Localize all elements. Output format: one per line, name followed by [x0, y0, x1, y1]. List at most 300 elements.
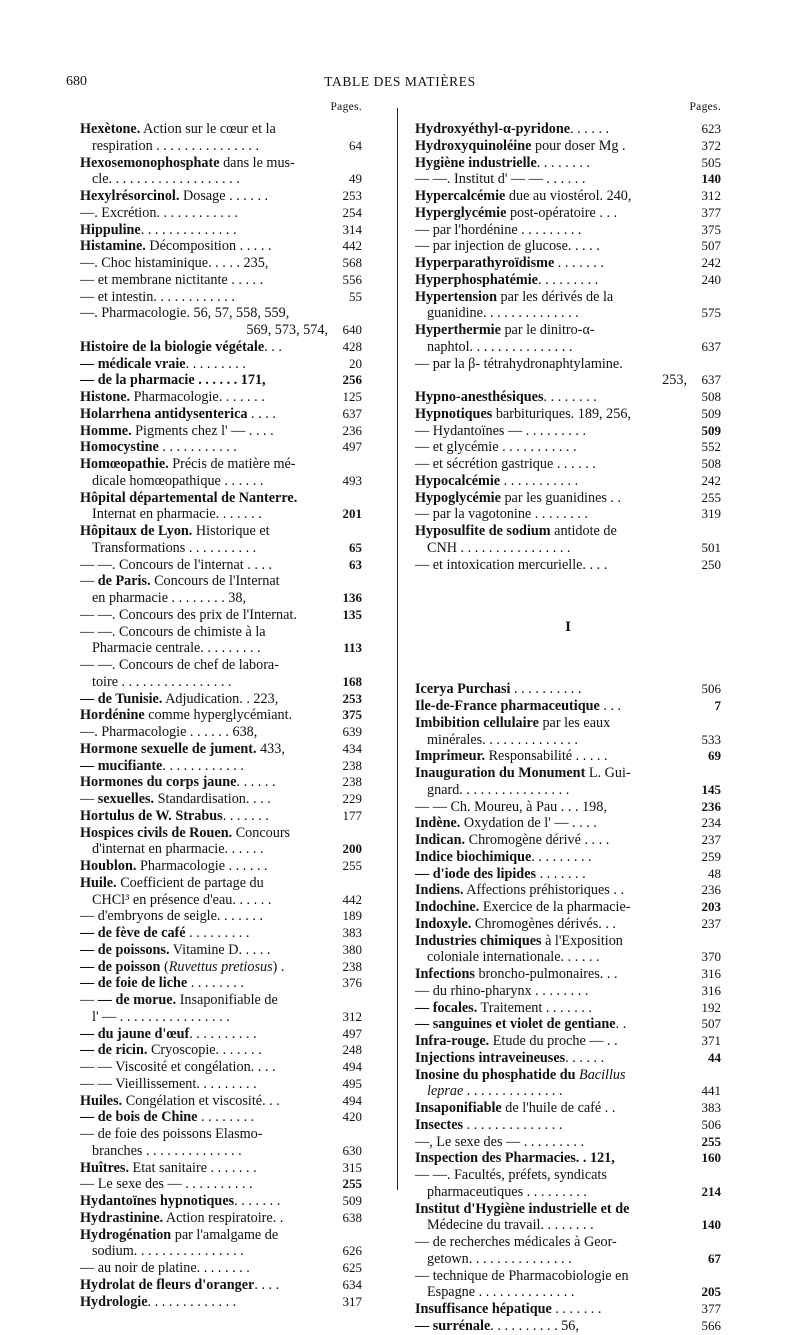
entry-text: minérales. . . . . . . . . . . . . .	[427, 731, 578, 748]
index-entry	[80, 975, 362, 992]
index-entry	[80, 1227, 362, 1244]
index-entry	[415, 205, 721, 222]
index-entry	[80, 305, 362, 322]
index-entry	[80, 490, 362, 507]
entry-text: Icerya Purchasi . . . . . . . . . .	[415, 681, 582, 698]
entry-text: — Le sexe des — . . . . . . . . . .	[80, 1176, 253, 1193]
entry-text: Hydrogénation par l'amalgame de	[80, 1226, 279, 1243]
page-ref: 240	[701, 271, 721, 287]
page-ref: 630	[342, 1142, 362, 1158]
entry-text: — d'embryons de seigle. . . . . . .	[80, 908, 264, 925]
page-ref: 7	[714, 698, 721, 713]
entry-text: —. Choc histaminique. . . . . 235,	[80, 255, 269, 271]
entry-text: toire . . . . . . . . . . . . . . . .	[92, 673, 232, 690]
index-entry	[415, 406, 721, 423]
entry-text: Hormone sexuelle de jument. 433,	[80, 740, 285, 757]
page-ref: 312	[701, 188, 721, 203]
index-entry	[415, 1251, 721, 1268]
entry-text: — et intoxication mercurielle. . . .	[415, 556, 608, 573]
entry-text: — et membrane nictitante . . . . .	[80, 271, 264, 288]
page-ref: 566	[701, 1317, 721, 1333]
index-entry	[80, 1042, 362, 1059]
index-entry	[415, 238, 721, 255]
page-ref: 505	[701, 154, 721, 170]
page-ref: 315	[342, 1159, 362, 1175]
entry-text: Hypoglycémie par les guanidines . .	[415, 489, 622, 506]
entry-text: Hospices civils de Rouen. Concours	[80, 824, 291, 841]
entry-text: — Hydantoïnes — . . . . . . . . .	[415, 422, 587, 439]
index-entry	[80, 121, 362, 138]
index-entry	[80, 1277, 362, 1294]
entry-text: Homocystine . . . . . . . . . . .	[80, 439, 237, 456]
entry-text: Insectes . . . . . . . . . . . . . .	[415, 1116, 563, 1133]
entry-text: — de poisson (Ruvettus pretiosus) .	[80, 958, 285, 975]
page-ref: 508	[701, 456, 721, 471]
page-ref: 494	[342, 1092, 362, 1108]
page-ref: 113	[343, 640, 362, 656]
index-entry	[80, 691, 362, 708]
entry-text: 569, 573, 574,	[246, 322, 328, 338]
entry-text: — et glycémie . . . . . . . . . . .	[415, 439, 577, 456]
index-entry	[415, 423, 721, 440]
index-entry	[415, 272, 721, 289]
page-ref: 254	[342, 204, 362, 220]
page-ref: 568	[342, 255, 362, 270]
index-entry	[415, 1217, 721, 1234]
index-entry	[80, 942, 362, 959]
page-ref: 135	[342, 606, 362, 622]
entry-text: — de bois de Chine . . . . . . . .	[80, 1109, 255, 1126]
page-ref: 370	[701, 949, 721, 965]
page-ref: 203	[701, 899, 721, 914]
entry-text: — —. Concours de chimiste à la	[80, 623, 266, 640]
index-entry	[415, 121, 721, 138]
entry-text: Hydrologie. . . . . . . . . . . . .	[80, 1293, 237, 1310]
page-ref: 501	[701, 539, 721, 555]
index-entry	[80, 439, 362, 456]
entry-text: CNH . . . . . . . . . . . . . . . .	[427, 539, 571, 556]
index-entry	[80, 339, 362, 356]
page-ref: 637	[342, 405, 362, 421]
entry-text: Imprimeur. Responsabilité . . . . .	[415, 748, 608, 765]
entry-text: Inspection des Pharmacies. . 121,	[415, 1150, 615, 1167]
index-entry	[80, 657, 362, 674]
page-ref: 145	[701, 781, 721, 797]
page-ref: 509	[701, 422, 721, 438]
index-entry	[415, 1033, 721, 1050]
page-ref: 434	[342, 740, 362, 756]
index-entry	[415, 255, 721, 272]
page-ref: 508	[701, 389, 721, 404]
index-entry	[415, 799, 721, 816]
page-ref: 441	[701, 1083, 721, 1099]
index-entry	[415, 715, 721, 732]
entry-text: Indican. Chromogène dérivé . . . .	[415, 832, 610, 848]
entry-text: — sexuelles. Standardisation. . . .	[80, 791, 271, 807]
entry-text: Hypnotiques barbituriques. 189, 256,	[415, 405, 631, 422]
entry-text: Hypno-anesthésiques. . . . . . . .	[415, 389, 597, 405]
index-entry	[415, 916, 721, 933]
index-entry	[415, 372, 721, 389]
entry-text: Infra-rouge. Etude du proche — . .	[415, 1033, 618, 1049]
entry-text: coloniale internationale. . . . . .	[427, 949, 600, 966]
entry-text: pharmaceutiques . . . . . . . . .	[427, 1183, 587, 1200]
page-ref: 259	[701, 848, 721, 864]
page-number: 680	[66, 74, 87, 89]
entry-text: Hydrastinine. Action respiratoire. .	[80, 1209, 284, 1226]
index-entry	[415, 1201, 721, 1218]
right-column	[415, 101, 721, 1335]
index-entry	[80, 908, 362, 925]
entry-text: Hyperparathyroïdisme . . . . . . .	[415, 255, 604, 271]
index-entry	[415, 523, 721, 540]
entry-text: Insaponifiable de l'huile de café . .	[415, 1100, 616, 1116]
page-ref: 236	[701, 798, 721, 814]
entry-text: d'internat en pharmacie. . . . . .	[92, 841, 264, 858]
entry-text: Houblon. Pharmacologie . . . . . .	[80, 858, 268, 874]
entry-text: respiration . . . . . . . . . . . . . . .	[92, 137, 260, 154]
page-ref: 205	[701, 1284, 721, 1300]
index-entry	[415, 322, 721, 339]
entry-text: —. Excrétion. . . . . . . . . . . .	[80, 204, 239, 221]
index-entry	[80, 205, 362, 222]
index-entry	[415, 356, 721, 373]
page-ref: 495	[342, 1075, 362, 1091]
entry-text: Histamine. Décomposition . . . . .	[80, 238, 272, 255]
entry-text: Indiens. Affections préhistoriques . .	[415, 882, 625, 899]
page-ref: 383	[342, 925, 362, 940]
page-ref: 49	[349, 171, 362, 187]
entry-text: — —. Concours de chef de labora-	[80, 657, 279, 673]
entry-text: Hôpitaux de Lyon. Historique et	[80, 523, 270, 539]
page-ref: 237	[701, 832, 721, 847]
entry-text: Médecine du travail. . . . . . . .	[427, 1217, 594, 1234]
page-ref: 372	[701, 137, 721, 153]
index-entry	[415, 305, 721, 322]
entry-text: guanidine. . . . . . . . . . . . . .	[427, 305, 579, 322]
index-entry	[415, 933, 721, 950]
page-ref: 442	[342, 891, 362, 907]
page-ref: 55	[349, 288, 362, 304]
page-ref: 140	[701, 171, 721, 187]
page-ref: 125	[342, 389, 362, 404]
entry-text: Industries chimiques à l'Exposition	[415, 932, 623, 949]
index-entry	[415, 506, 721, 523]
entry-text: Histoire de la biologie végétale. . .	[80, 338, 282, 355]
page-ref: 250	[701, 556, 721, 572]
page-ref: 637	[701, 338, 721, 354]
index-entry	[415, 832, 721, 849]
entry-text: Ile-de-France pharmaceutique . . .	[415, 698, 622, 714]
page-ref: 507	[701, 238, 721, 254]
index-entry	[415, 1067, 721, 1084]
index-entry	[415, 1100, 721, 1117]
page-ref: 67	[708, 1250, 721, 1266]
entry-text: Hexylrésorcinol. Dosage . . . . . .	[80, 188, 269, 204]
page-ref: 506	[701, 1116, 721, 1132]
page-ref: 493	[342, 472, 362, 488]
page-ref: 640	[342, 322, 362, 337]
entry-text: — technique de Pharmacobiologie en	[415, 1267, 629, 1284]
entry-text: — de ricin. Cryoscopie. . . . . . .	[80, 1042, 262, 1059]
index-entry	[80, 707, 362, 724]
index-entry	[415, 439, 721, 456]
entry-text: Inosine du phosphatide du Bacillus	[415, 1066, 626, 1083]
index-entry	[415, 557, 721, 574]
entry-text: — de Tunisie. Adjudication. . 223,	[80, 690, 279, 707]
index-entry	[80, 741, 362, 758]
index-entry	[80, 557, 362, 574]
index-entry	[80, 456, 362, 473]
page-ref: 375	[342, 707, 362, 723]
entry-text: Hormones du corps jaune. . . . . .	[80, 774, 276, 791]
page-ref: 136	[342, 590, 362, 605]
index-entry	[415, 966, 721, 983]
index-entry	[80, 322, 362, 339]
page-ref: 229	[342, 791, 362, 806]
page-ref: 253	[342, 690, 362, 706]
entry-text: naphtol. . . . . . . . . . . . . . .	[427, 338, 573, 355]
entry-text: — — de morue. Insaponifiable de	[80, 992, 278, 1008]
entry-text: — —. Concours de l'internat . . . .	[80, 556, 273, 573]
entry-text: cle. . . . . . . . . . . . . . . . . . .	[92, 171, 240, 188]
index-entry	[80, 188, 362, 205]
entry-text: — de foie des poissons Elasmo-	[80, 1126, 263, 1142]
index-entry	[80, 590, 362, 607]
entry-text: Holarrhena antidysenterica . . . .	[80, 405, 276, 422]
index-entry	[415, 155, 721, 172]
index-entry	[80, 1294, 362, 1311]
page-ref: 623	[701, 121, 721, 136]
entry-text: Hôpital départemental de Nanterre.	[80, 489, 298, 506]
entry-text: — et sécrétion gastrique . . . . . .	[415, 456, 596, 472]
page-ref: 377	[701, 204, 721, 220]
entry-text: Indène. Oxydation de l' — . . . .	[415, 815, 597, 832]
page-ref: 238	[342, 757, 362, 773]
index-entry	[415, 1150, 721, 1167]
index-entry	[80, 624, 362, 641]
entry-text: — d'iode des lipides . . . . . . .	[415, 865, 586, 882]
entry-text: — de Paris. Concours de l'Internat	[80, 573, 280, 590]
entry-text: Indoxyle. Chromogènes dérivés. . .	[415, 915, 616, 932]
page-ref: 255	[342, 1176, 362, 1192]
entry-text: l' — . . . . . . . . . . . . . . . .	[92, 1008, 230, 1025]
index-entry	[415, 949, 721, 966]
index-entry	[415, 1083, 721, 1100]
left-column	[80, 101, 362, 1310]
entry-text: — — Ch. Moureu, à Pau . . . 198,	[415, 798, 607, 815]
entry-text: Homœopathie. Précis de matière mé-	[80, 456, 296, 472]
page-ref: 69	[708, 748, 721, 764]
index-entry	[80, 640, 362, 657]
page-ref: 556	[342, 271, 362, 287]
page-ref: 371	[701, 1033, 721, 1048]
entry-text: — au noir de platine. . . . . . . .	[80, 1260, 250, 1276]
page-ref: 637	[701, 372, 721, 388]
running-title: TABLE DES MATIÈRES	[324, 74, 476, 89]
index-entry	[80, 1160, 362, 1177]
index-entry	[80, 138, 362, 155]
page-ref: 314	[342, 221, 362, 237]
index-entry	[415, 490, 721, 507]
index-entry	[80, 506, 362, 523]
entry-text: Hexètone. Action sur le cœur et la	[80, 121, 276, 137]
index-entry	[80, 992, 362, 1009]
index-entry	[80, 1193, 362, 1210]
page-ref: 316	[701, 966, 721, 981]
index-entry	[80, 372, 362, 389]
index-entry	[415, 748, 721, 765]
entry-text: — de recherches médicales à Geor-	[415, 1234, 617, 1250]
index-entry	[80, 523, 362, 540]
page-ref: 242	[701, 472, 721, 488]
index-entries-i	[415, 681, 721, 1334]
entry-text: 253,	[662, 372, 687, 389]
page-ref: 506	[701, 681, 721, 697]
page-ref: 380	[342, 941, 362, 957]
entry-text: Hydantoïnes hypnotiques. . . . . . .	[80, 1193, 281, 1209]
index-entry	[415, 866, 721, 883]
index-entry	[80, 1076, 362, 1093]
page-ref: 238	[342, 774, 362, 790]
page-ref: 63	[349, 556, 362, 572]
page-ref: 497	[342, 439, 362, 455]
page-ref: 253	[342, 188, 362, 203]
index-entry	[80, 825, 362, 842]
index-entry	[415, 222, 721, 239]
index-entry	[80, 1210, 362, 1227]
index-entry	[415, 849, 721, 866]
index-entry	[415, 882, 721, 899]
entry-text: Hordénine comme hyperglycémiant.	[80, 707, 293, 724]
index-entry	[415, 389, 721, 406]
index-entry	[80, 724, 362, 741]
entry-text: —, Le sexe des — . . . . . . . . .	[415, 1133, 585, 1150]
entry-text: — du jaune d'œuf. . . . . . . . . .	[80, 1025, 257, 1042]
index-entry	[80, 808, 362, 825]
index-entry	[415, 171, 721, 188]
entry-text: Hypercalcémie due au viostérol. 240,	[415, 188, 632, 204]
index-entry	[80, 1176, 362, 1193]
index-entry	[415, 473, 721, 490]
page-ref: 238	[342, 958, 362, 974]
index-entry	[80, 875, 362, 892]
page-ref: 625	[342, 1260, 362, 1275]
index-entry	[415, 765, 721, 782]
index-entry	[80, 1059, 362, 1076]
page-ref: 20	[349, 355, 362, 371]
index-entry	[80, 155, 362, 172]
index-entry	[415, 782, 721, 799]
page-ref: 237	[701, 915, 721, 931]
index-entry	[80, 892, 362, 909]
index-entry	[80, 774, 362, 791]
entry-text: — par injection de glucose. . . . .	[415, 238, 600, 255]
entry-text: Injections intraveineuses. . . . . .	[415, 1049, 605, 1066]
entry-text: Huile. Coefficient de partage du	[80, 874, 264, 891]
index-entry	[415, 289, 721, 306]
index-entry	[80, 389, 362, 406]
index-entry	[415, 815, 721, 832]
entry-text: Espagne . . . . . . . . . . . . . .	[427, 1284, 575, 1301]
entry-text: — de la pharmacie . . . . . . 171,	[80, 372, 266, 389]
index-entry	[80, 573, 362, 590]
index-entry	[415, 732, 721, 749]
entry-text: — par la vagotonine . . . . . . . .	[415, 506, 588, 523]
pages-label-right: Pages.	[689, 101, 721, 113]
entry-text: — par l'hordénine . . . . . . . . .	[415, 221, 582, 238]
index-entry	[415, 1050, 721, 1067]
page-ref: 626	[342, 1243, 362, 1259]
entry-text: —. Pharmacologie . . . . . . 638,	[80, 724, 258, 740]
index-entry	[80, 406, 362, 423]
index-entries-h	[415, 121, 721, 573]
page-ref: 64	[349, 137, 362, 153]
entry-text: — —. Concours des prix de l'Internat.	[80, 606, 297, 623]
entry-text: Imbibition cellulaire par les eaux	[415, 714, 611, 731]
index-entry	[80, 222, 362, 239]
entry-text: — — Vieillissement. . . . . . . . .	[80, 1075, 257, 1092]
entry-text: Huîtres. Etat sanitaire . . . . . . .	[80, 1159, 257, 1176]
index-entry	[80, 238, 362, 255]
column-divider	[397, 108, 398, 1190]
index-entry	[415, 1284, 721, 1301]
page-ref: 255	[701, 1133, 721, 1149]
page-ref: 509	[342, 1193, 362, 1208]
index-entry	[415, 188, 721, 205]
entry-text: Hyposulfite de sodium antidote de	[415, 523, 617, 539]
entry-text: Homme. Pigments chez l' — . . . .	[80, 422, 274, 439]
index-entry	[80, 925, 362, 942]
index-entry	[415, 1268, 721, 1285]
index-entry	[80, 791, 362, 808]
entry-text: Hypertension par les dérivés de la	[415, 288, 614, 305]
page-ref: 48	[708, 865, 721, 881]
entry-text: Hortulus de W. Strabus. . . . . . .	[80, 807, 269, 824]
entry-text: — de fève de café . . . . . . . . .	[80, 925, 250, 941]
entry-text: — par la β- tétrahydronaphtylamine.	[415, 355, 623, 372]
page-ref: 160	[701, 1150, 721, 1166]
page-ref: 316	[701, 982, 721, 998]
index-entry	[80, 758, 362, 775]
entry-text: Hippuline. . . . . . . . . . . . . .	[80, 221, 237, 238]
page-ref: 507	[701, 1016, 721, 1032]
entry-text: — — Viscosité et congélation. . . .	[80, 1059, 276, 1075]
page-ref: 201	[342, 506, 362, 522]
page-ref: 533	[701, 731, 721, 747]
index-entry	[80, 171, 362, 188]
page-ref: 317	[342, 1293, 362, 1309]
page-ref: 639	[342, 724, 362, 739]
index-entry	[80, 1143, 362, 1160]
index-entry	[80, 1109, 362, 1126]
index-entry	[415, 1318, 721, 1335]
page-ref: 255	[701, 489, 721, 505]
page-ref: 319	[701, 506, 721, 522]
page-ref: 552	[701, 439, 721, 455]
index-entries-left	[80, 121, 362, 1310]
index-entry	[80, 674, 362, 691]
entry-text: Indice biochimique. . . . . . . . .	[415, 848, 592, 865]
entry-text: sodium. . . . . . . . . . . . . . . .	[92, 1243, 244, 1260]
page-ref: 236	[342, 422, 362, 438]
page-ref: 255	[342, 858, 362, 873]
page-ref: 200	[342, 841, 362, 857]
entry-text: — de foie de liche . . . . . . . .	[80, 975, 244, 992]
page-ref: 375	[701, 221, 721, 237]
entry-text: Huiles. Congélation et viscosité. . .	[80, 1092, 280, 1109]
entry-text: Hydroxyéthyl-α-pyridone. . . . . .	[415, 121, 610, 137]
